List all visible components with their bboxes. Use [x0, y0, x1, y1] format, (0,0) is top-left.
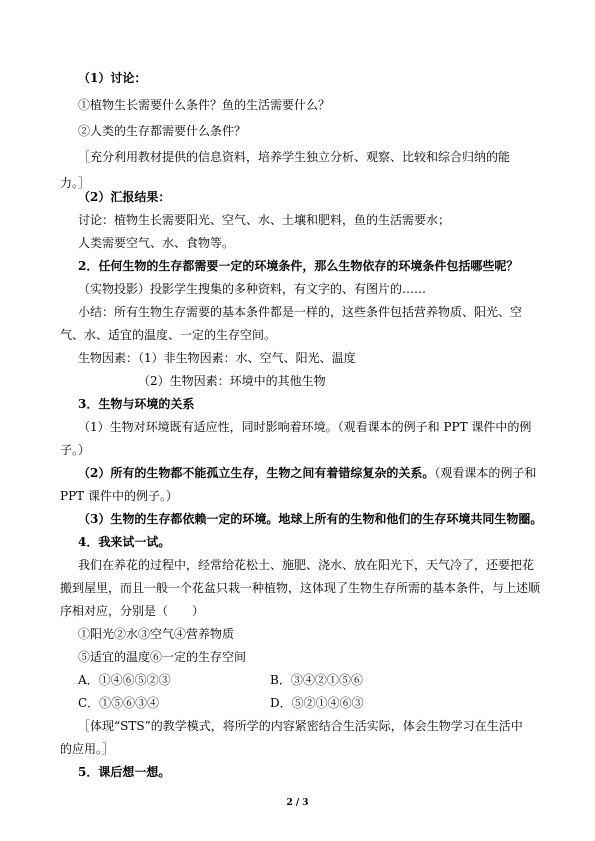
- question-1: ①植物生长需要什么条件？鱼的生活需要什么？: [78, 98, 331, 112]
- sts-note: ［体现“STS”的教学模式，将所学的内容紧密结合生活实际，体会生物学习在生活中: [78, 719, 523, 733]
- section-4-heading: 4．我来试一试。: [78, 535, 171, 549]
- sts-note-cont: 的应用。］: [60, 742, 115, 756]
- section-3-heading: 3．生物与环境的关系: [78, 397, 195, 411]
- section-5-heading: 5．课后想一想。: [78, 765, 171, 779]
- exercise-line-2: 搬到屋里，而且一般一个花盆只栽一种植物，这体现了生物生存所需的基本条件，与上述顺: [60, 581, 541, 595]
- design-note-cont: 力。］: [60, 176, 91, 190]
- projection-line: （实物投影）投影学生搜集的多种资料，有文字的、有图片的……: [78, 282, 427, 296]
- section-2-heading: 2．任何生物的生存都需要一定的环境条件，那么生物依存的环境条件包括哪些呢？: [78, 259, 519, 273]
- relation-2-tail: （观看课本的例子和: [434, 466, 537, 480]
- relation-1-cont: 子。）: [60, 443, 91, 457]
- exercise-line-3: 序相对应，分别是（ ）: [60, 604, 205, 618]
- factors-line-2: （2）生物因素：环境中的其他生物: [138, 374, 326, 388]
- report-heading: （2）汇报结果：: [78, 190, 171, 204]
- design-note: ［充分利用教材提供的信息资料，培养学生独立分析、观察、比较和综合归纳的能: [78, 150, 511, 164]
- conditions-line-1: ①阳光②水③空气④营养物质: [78, 627, 235, 641]
- relation-2-cont: PPT 课件中的例子。）: [60, 489, 178, 503]
- option-a: A．①④⑥⑤②③: [78, 673, 171, 687]
- option-b: B．③④②①⑤⑥: [270, 673, 363, 687]
- relation-2-bold: （2）所有的生物都不能孤立生存，生物之间有着错综复杂的关系。: [78, 466, 435, 480]
- relation-3: （3）生物的生存都依赖一定的环境。地球上所有的生物和他们的生存环境共同生物圈。: [78, 512, 543, 526]
- summary-line-1: 小结：所有生物生存需要的基本条件都是一样的，这些条件包括营养物质、阳光、空: [78, 305, 523, 319]
- report-line-1: 讨论：植物生长需要阳光、空气、水、土壤和肥料，鱼的生活需要水；: [78, 213, 451, 227]
- relation-2: [78, 465, 595, 481]
- report-line-2: 人类需要空气、水、食物等。: [78, 236, 235, 250]
- option-d: D．⑤②①④⑥③: [270, 696, 364, 710]
- factors-line-1: 生物因素：（1）非生物因素：水、空气、阳光、温度: [78, 351, 356, 365]
- page-number: 2 / 3: [286, 798, 309, 808]
- question-2: ②人类的生存都需要什么条件？: [78, 124, 247, 138]
- exercise-line-1: 我们在养花的过程中，经常给花松土、施肥、浇水、放在阳光下，天气冷了，还要把花: [78, 558, 535, 572]
- summary-line-2: 气、水、适宜的温度、一定的生存空间。: [60, 328, 277, 342]
- option-c: C．①⑤⑥③④: [78, 696, 160, 710]
- discussion-heading: （1）讨论：: [78, 71, 147, 85]
- relation-1: （1）生物对环境既有适应性，同时影响着环境。（观看课本的例子和 PPT 课件中的例: [78, 420, 532, 434]
- conditions-line-2: ⑤适宜的温度⑥一定的生存空间: [78, 650, 247, 664]
